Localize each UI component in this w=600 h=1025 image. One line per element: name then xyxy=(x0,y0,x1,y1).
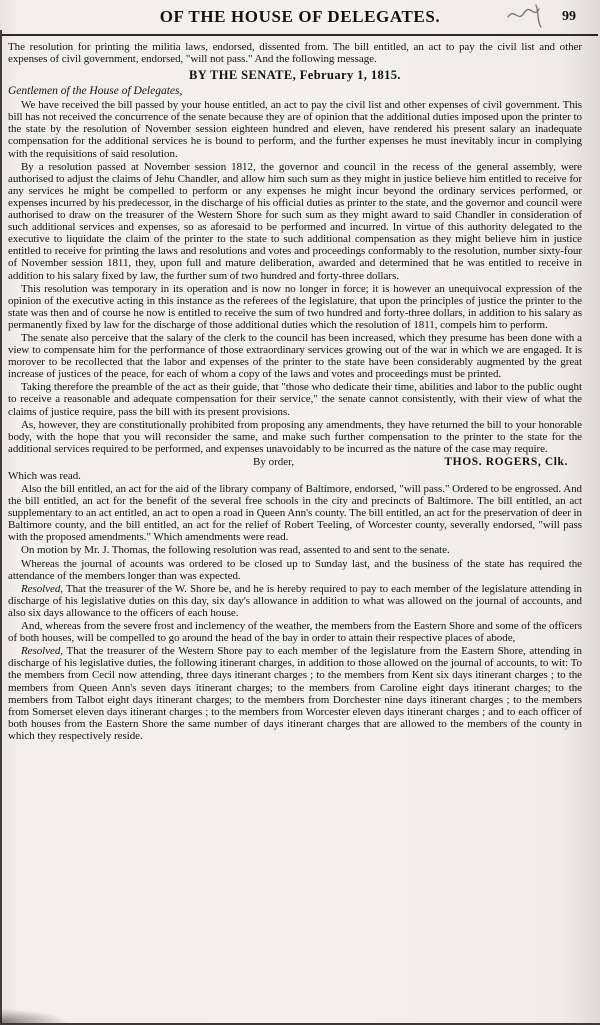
which-was-read: Which was read. xyxy=(8,469,81,482)
ink-mark-icon xyxy=(506,3,546,29)
resolved-label: Resolved, xyxy=(21,645,64,658)
resolution-pay xyxy=(8,583,582,619)
resolved-label: Resolved, xyxy=(21,582,64,595)
paragraph-library-bills: Also the bill entitled, an act for the aid of the library company of Baltimore, endorsed, "will pass." Ordered to be engrossed. And the bill entitled, an act for the benefit of the several free schools in the city and precincts of Baltimore. The bill entitled, an act supplementary to an act entitled, an act to open a road in Queen Ann's county. The bill entitled, an act for the preservation of deer in Baltimore county, and the bill entitled, an act for the relief of Robert Teeling, of Worcester county, severally endorsed, "will pass with the proposed amendments." Which amendments were read. xyxy=(8,483,582,544)
running-title: OF THE HOUSE OF DELEGATES. xyxy=(159,7,441,26)
page-number: 99 xyxy=(562,9,576,24)
clerk-signature: THOS. ROGERS, Clk. xyxy=(444,455,568,468)
resolution-itinerant-text: That the treasurer of the Western Shore pay to each member of the legislature from the Eastern Shore, attending in discharge of his legislative duties, the following itinerant charges, in addition to those allowed on the journal of accounts, to wit: To the members from Cecil now attending, three days itinerant charges ; to the members from Kent six days itinerant charges ; to the members from Queen Ann's seven days itinerant charges; to the members from Caroline eight days itinerant charges; to the members from Talbot eight days itinerant charges; to the members from Dorchester nine days itinerant charges ; to the members from Somerset eleven days itinerant charges ; to the members from Worcester eleven days itinerant charges ; and to each officer of both houses from the Eastern Shore the same number of days itinerant charges that are allowed to the members of the county in which they respectively reside. xyxy=(8,645,582,742)
signature-line xyxy=(253,456,568,469)
paragraph-temporary-resolution: This resolution was temporary in its operation and is now no longer in force; it is however an unequivocal expression of the opinion of the executive acting in this instance as the referees of the legislature, that upon the principles of justice the printer to the state was then and of course he now is entitled to receive the sum of two hundred and forty-three dollars, in addition to his salary as permanently fixed by law for the discharge of those additional duties which the resolution of 1811, compels him to perform. xyxy=(8,282,582,331)
paragraph-journal-accounts: Whereas the journal of acounts was ordered to be closed up to Sunday last, and the business of the state has required the attendance of the members longer than was expected. xyxy=(8,557,582,582)
salutation: Gentlemen of the House of Delegates, xyxy=(8,85,183,98)
senate-heading: BY THE SENATE, February 1, 1815. xyxy=(189,68,401,83)
by-order-label: By order, xyxy=(253,455,295,468)
paragraph-continuation: The resolution for printing the militia laws, endorsed, dissented from. The bill entitled, an act to pay the civil list and other expenses of civil government, endorsed, "will not pass." And the following message. xyxy=(8,41,582,66)
paragraph-frost: And, whereas from the severe frost and inclemency of the weather, the members from the Eastern Shore and some of the officers of both houses, will be compelled to go around the head of the bay in order to attain their respective places of abode, xyxy=(8,620,582,645)
page-body xyxy=(0,36,600,742)
resolution-pay-text: That the treasurer of the W. Shore be, and he is hereby required to pay to each member of the legislature attending in discharge of his legislative duties on this day, six day's allowance in addition to what was allowed on the journal of accounts, and also six days allowance to the officers of each house. xyxy=(8,582,582,619)
page-header xyxy=(2,0,598,36)
paragraph-bill-received: We have received the bill passed by your house entitled, an act to pay the civil list and other expenses of civil government. This bill has not received the concurrence of the senate because they are of opinion that the additional duties imposed upon the printer to the state by the resolution of November session eighteen hundred and eleven, have rendered his present salary an inadequate compensation for the additional services he is bound to perform, and the further expenses he must inevitably incur in complying with the requisitions of said resolution. xyxy=(8,99,582,160)
paragraph-motion-thomas: On motion by Mr. J. Thomas, the following resolution was read, assented to and sent to the senate. xyxy=(21,544,450,557)
paragraph-preamble-guide: Taking therefore the preamble of the act as their guide, that "those who dedicate their time, abilities and labor to the public ought to receive a reasonable and adequate compensation for their service," the senate cannot consistently, with their view of what the claims of justice require, pass the bill with its present provisions. xyxy=(8,381,582,418)
paragraph-clerk-salary: The senate also perceive that the salary of the clerk to the council has been increased, which they presume has been done with a view to compensate him for the performance of those extraordinary services growing out of the war in which we are engaged. It is morover to be recollected that the labor and expenses of the printer to the state have been considerably augmented by the great increase of justices of the peace, for each of whom a copy of the laws and votes and proceedings must be printed. xyxy=(8,331,582,381)
resolution-itinerant xyxy=(8,645,582,742)
paragraph-resolution-1812: By a resolution passed at November session 1812, the governor and council in the recess of the general assembly, were authorised to adjust the claims of Jehu Chandler, and allow him such sum as they might in justice believe him entitled to receive for any services he might be compelled to perform or any expenses he might incur beyond the ordinary services performed, or expenses incurred by his predecessor, in the discharge of his official duties as printer to the state, and the governor and council were authorised to draw on the treasurer of the Western Shore for such sum as they might award to said Chandler in consideration of such additional services and expenses, so as aforesaid to be performed and incurred. In virtue of this authority delegated to the executive to liquidate the claim of the printer to the state to such additional compensation as they might believe him in justice entitled to receive for printing the laws and resolutions and votes and proceedings conformably to the resolution, number sixty-four of November session 1811, they, upon full and mature deliberation, awarded and determined that he was entitled to receive in addition to his salary fixed by law, the further sum of two hundred and forty-three dollars. xyxy=(8,160,582,282)
paragraph-no-amendments: As, however, they are constitutionally prohibited from proposing any amendments, they have returned the bill to your honorable body, with the hope that you will reconsider the same, and make such further compensation to the printer to the state for the additional services required to be performed, and expenses unavoidably to be incurred as the nature of the case may require. xyxy=(8,418,582,455)
